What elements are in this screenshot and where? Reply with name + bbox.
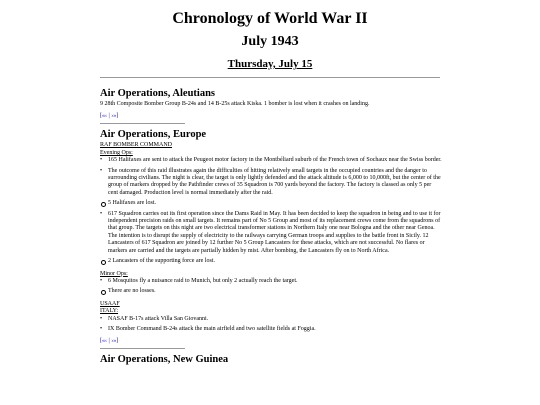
usaaf-label: USAAF: [100, 300, 120, 307]
section-europe: [100, 129, 442, 349]
next-day-link[interactable]: ›»: [111, 338, 117, 345]
list-item: • 6 Mosquitos fly a nuisance raid to Munich, but only 2 actually reach the target.: [100, 278, 442, 285]
section-new-guinea: [100, 354, 442, 366]
nav-links-1: [«‹ | ›»]: [100, 113, 119, 120]
next-day-link[interactable]: ›»: [111, 113, 117, 120]
top-divider: [100, 77, 440, 78]
section-aleutians: [100, 88, 442, 124]
list-item: • 165 Halifaxes are sent to attack the Peugeot motor factory in the Montbéliard suburb of the French town of Sochaux near the Swiss border.: [100, 157, 442, 164]
section-divider: [100, 123, 185, 124]
section-heading-aleutians: Air Operations, Aleutians: [100, 88, 216, 99]
raf-label: RAF BOMBER COMMAND: [100, 142, 173, 149]
list-item: • 617 Squadron carries out its first operation since the Dams Raid in May. It has been decided to keep the squadron in being and to use it for independent precision raids on small targets. It remains part of No 5 Group and most of its replacement crews come from the squadrons of that group. The targets on this night are two electrical transformer stations in Northern Italy one near Bologna and the other near Genoa. The intention is to disrupt the supply of electricity to the railways carrying German troops and supplies to the battle front in Sicily. 12 Lancasters of 617 Squadron are joined by 12 further No 5 Group Lancasters for these attacks, which are not successful. No flares or markers are carried and the targets are partially hidden by mist. After bombing, the Lancasters fly on to North Africa.: [100, 211, 442, 255]
list-item: • The outcome of this raid illustrates again the difficulties of hitting relatively small targets in the occupied countries and the danger to surrounding civilians. The night is clear, the target is only lightly defended and the attack altitude is 6,000 to 10,000ft, but the center of the group of markers dropped by the Pathfinder crews of 35 Squadron is 700 yards beyond the factory. The factory is classed as only 5 per cent damaged. Production level is normal immediately after the raid.: [100, 168, 442, 198]
list-item: • NASAF B-17s attack Villa San Giovanni.: [100, 316, 442, 323]
italy-label: ITALY:: [100, 308, 119, 315]
month-title: July 1943: [241, 34, 299, 49]
prev-day-link[interactable]: «‹: [102, 338, 107, 345]
page-title: Chronology of World War II: [172, 10, 368, 27]
sub-list-item: 2 Lancasters of the supporting force are lost.: [100, 258, 442, 265]
section-heading-europe: Air Operations, Europe: [100, 129, 207, 141]
sub-list-item: There are no losses.: [100, 288, 442, 295]
nav-links-2: [«‹ | ›»]: [100, 338, 119, 345]
prev-day-link[interactable]: «‹: [102, 113, 107, 120]
nav-separator: |: [108, 113, 110, 120]
date-title: Thursday, July 15: [227, 58, 313, 70]
evening-ops-label: Evening Ops:: [100, 149, 133, 156]
main-content: [100, 83, 442, 367]
sub-list-item: 5 Halifaxes are lost.: [100, 200, 442, 207]
section-heading-new-guinea: Air Operations, New Guinea: [100, 354, 229, 366]
nav-separator: |: [108, 338, 110, 345]
list-item: • IX Bomber Command B-24s attack the main airfield and two satellite fields at Foggia.: [100, 326, 442, 333]
section-divider: [100, 348, 185, 349]
aleutians-text: 9 28th Composite Bomber Group B-24s and 14 B-25s attack Kiska. 1 bomber is lost when it crashes on landing.: [100, 101, 370, 107]
minor-ops-label: Minor Ops:: [100, 270, 128, 277]
